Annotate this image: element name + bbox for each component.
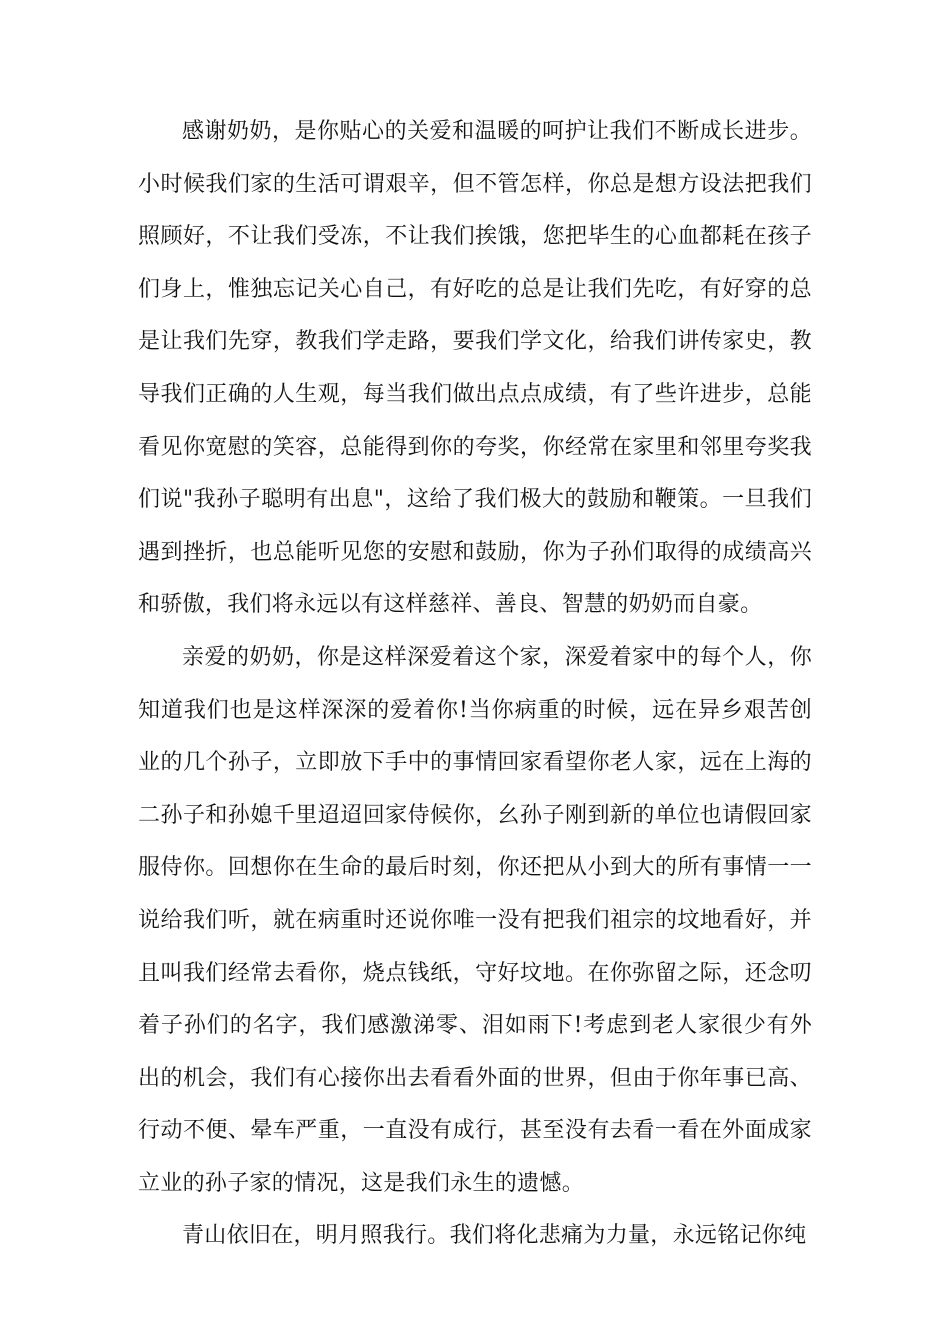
document-body xyxy=(138,106,812,1263)
paragraph-gratitude: 感谢奶奶，是你贴心的关爱和温暖的呵护让我们不断成长进步。小时候我们家的生活可谓艰辛，但不管怎样，你总是想方设法把我们照顾好，不让我们受冻，不让我们挨饿，您把毕生的心血都耗在孩子们身上，惟独忘记关心自己，有好吃的总是让我们先吃，有好穿的总是让我们先穿，教我们学走路，要我们学文化，给我们讲传家史，教导我们正确的人生观，每当我们做出点点成绩，有了些许进步，总能看见你宽慰的笑容，总能得到你的夸奖，你经常在家里和邻里夸奖我们说"我孙子聪明有出息"，这给了我们极大的鼓励和鞭策。一旦我们遇到挫折，也总能听见您的安慰和鼓励，你为子孙们取得的成绩高兴和骄傲，我们将永远以有这样慈祥、善良、智慧的奶奶而自豪。 xyxy=(138,119,812,618)
paragraph-remembrance: 青山依旧在，明月照我行。我们将化悲痛为力量，永远铭记你纯 xyxy=(182,1223,807,1249)
paragraph-illness: 亲爱的奶奶，你是这样深爱着这个家，深爱着家中的每个人，你知道我们也是这样深深的爱着你!当你病重的时候，远在异乡艰苦创业的几个孙子，立即放下手中的事情回家看望你老人家，远在上海的二孙子和孙媳千里迢迢回家侍候你，幺孙子刚到新的单位也请假回家服侍你。回想你在生命的最后时刻，你还把从小到大的所有事情一一说给我们听，就在病重时还说你唯一没有把我们祖宗的坟地看好，并且叫我们经常去看你，烧点钱纸，守好坟地。在你弥留之际，还念叨着子孙们的名字，我们感激涕零、泪如雨下!考虑到老人家很少有外出的机会，我们有心接你出去看看外面的世界，但由于你年事已高、行动不便、晕车严重，一直没有成行，甚至没有去看一看在外面成家立业的孙子家的情况，这是我们永生的遗憾。 xyxy=(138,644,812,1196)
